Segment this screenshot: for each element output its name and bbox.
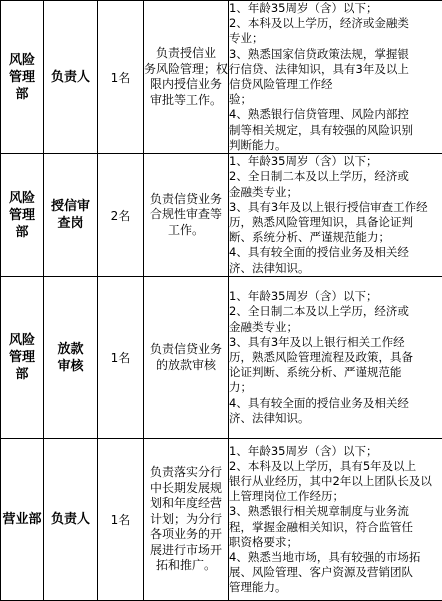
- position-cell: 负责人: [44, 439, 98, 601]
- requirements-cell: 1、年龄35周岁（含）以下； 2、本科及以上学历，具有5年及以上 银行从业经历，其中2年以上团队长及以 上管理岗位工作经历； 3、熟悉银行相关规章制度与业务流 程，掌握金融相关知识，符合监管任 职资格要求； 4、熟悉当地市场，具有较强的市场拓 展、风险管理、客户资源及营销团队 管理能力。: [229, 439, 442, 601]
- table-row: [1, 154, 442, 277]
- duty-cell: 负责信贷业务 合规性审查等 工作。: [144, 154, 229, 277]
- position-cell: 负责人: [44, 1, 98, 154]
- department-cell: 风险 管理 部: [1, 1, 44, 154]
- position-cell: 放款 审核: [44, 277, 98, 439]
- position-cell: 授信审 查岗: [44, 154, 98, 277]
- duty-cell: 负责信贷业务 的放款审核: [144, 277, 229, 439]
- headcount-cell: 1名: [98, 277, 144, 439]
- table-row: [1, 1, 442, 154]
- department-cell: 风险 管理 部: [1, 277, 44, 439]
- headcount-cell: 2名: [98, 154, 144, 277]
- duty-cell: 负责授信业 务风险管理；权 限内授信业务 审批等工作。: [144, 1, 229, 154]
- duty-cell: 负责落实分行 中长期发展规 划和年度经营 计划；为分行 各项业务的开 展进行市场开 拓和推广。: [144, 439, 229, 601]
- table-row: [1, 277, 442, 439]
- headcount-cell: 1名: [98, 439, 144, 601]
- department-cell: 营业部: [1, 439, 44, 601]
- department-cell: 风险 管理 部: [1, 154, 44, 277]
- requirements-cell: 1、年龄35周岁（含）以下； 2、全日制二本及以上学历，经济或 金融类专业； 3、具有3年及以上银行相关工作经 历，熟悉风险管理流程及政策，具备 论证判断、系统分析、严谨规范能 力； 4、具有较全面的授信业务及相关经 济、法律知识。: [229, 277, 442, 439]
- requirements-cell: 1、年龄35周岁（含）以下； 2、全日制二本及以上学历，经济或 金融类专业； 3、具有3年及以上银行授信审查工作经 历，熟悉风险管理知识，具备论证判 断、系统分析、严谨规范能力； 4、具有较全面的授信业务及相关经 济、法律知识。: [229, 154, 442, 277]
- headcount-cell: 1名: [98, 1, 144, 154]
- requirements-cell: 1、年龄35周岁（含）以下； 2、本科及以上学历，经济或金融类 专业； 3、熟悉国家信贷政策法规，掌握银 行信贷、法律知识，具有3年及以上 信贷风险管理工作经 验； 4、熟悉银行信贷管理、风险内部控 制等相关规定，具有较强的风险识别 判断能力。: [229, 1, 442, 154]
- table-row: [1, 439, 442, 601]
